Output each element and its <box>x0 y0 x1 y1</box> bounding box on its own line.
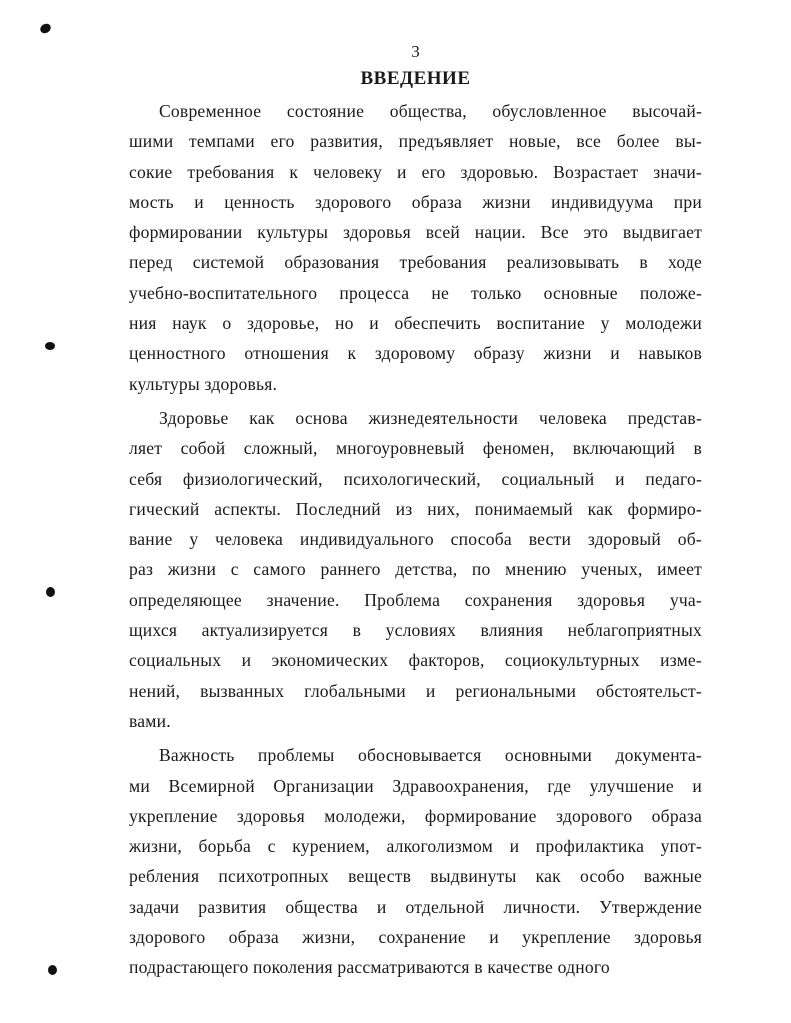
text-line: вание у человека индивидуального способа вести здоровый об- <box>129 529 702 550</box>
scan-hole-mark <box>38 22 52 35</box>
text-line: гический аспекты. Последний из них, понимаемый как формиро- <box>129 498 702 519</box>
text-line: учебно-воспитательного процесса не только основные положе- <box>129 282 702 303</box>
text-line: Современное состояние общества, обусловленное высочай- <box>159 101 702 121</box>
text-line: формировании культуры здоровья всей нации. Все это выдвигает <box>129 222 702 243</box>
page-number: 3 <box>411 42 420 61</box>
text-line: сокие требования к человеку и его здоровью. Возрастает значи- <box>129 161 702 182</box>
text-line: шими темпами его развития, предъявляет новые, все более вы- <box>129 131 702 152</box>
text-line: вами. <box>129 710 171 731</box>
text-line: мость и ценность здорового образа жизни индивидуума при <box>129 191 702 212</box>
text-line: перед системой образования требования реализовывать в ходе <box>129 252 702 273</box>
text-line: социальных и экономических факторов, социокультурных изме- <box>129 650 702 671</box>
scan-hole-mark <box>46 587 55 597</box>
text-line: ния наук о здоровье, но и обеспечить воспитание у молодежи <box>129 313 702 334</box>
text-line: нений, вызванных глобальными и региональными обстоятельст- <box>129 680 702 701</box>
text-line: ми Всемирной Организации Здравоохранения, где улучшение и <box>129 775 702 796</box>
text-line: укрепление здоровья молодежи, формирование здорового образа <box>129 805 702 826</box>
text-line: раз жизни с самого раннего детства, по мнению ученых, имеет <box>129 559 702 580</box>
text-line: определяющее значение. Проблема сохранения здоровья уча- <box>129 589 702 610</box>
paragraph <box>129 96 702 399</box>
paragraph <box>129 403 702 736</box>
section-heading: ВВЕДЕНИЕ <box>360 68 471 89</box>
text-line: себя физиологический, психологический, социальный и педаго- <box>129 468 702 489</box>
text-line: Здоровье как основа жизнедеятельности человека представ- <box>159 407 702 428</box>
text-line: Важность проблемы обосновывается основными документа- <box>159 745 702 766</box>
text-line: ляет собой сложный, многоуровневый феномен, включающий в <box>129 438 702 459</box>
text-line: культуры здоровья. <box>129 373 278 394</box>
text-line: ценностного отношения к здоровому образу жизни и навыков <box>129 343 702 364</box>
body-text <box>129 96 702 983</box>
text-line: щихся актуализируется в условиях влияния неблагоприятных <box>129 620 702 641</box>
text-line: задачи развития общества и отдельной личности. Утверждение <box>129 896 702 917</box>
scan-hole-mark <box>48 965 57 975</box>
text-line: жизни, борьба с курением, алкоголизмом и профилактика упот- <box>129 836 702 857</box>
paragraph <box>129 740 702 982</box>
text-line: подрастающего поколения рассматриваются в качестве одного <box>129 957 610 978</box>
scan-hole-mark <box>45 342 55 350</box>
text-line: ребления психотропных веществ выдвинуты как особо важные <box>129 866 702 887</box>
text-line: здорового образа жизни, сохранение и укрепление здоровья <box>129 927 702 948</box>
